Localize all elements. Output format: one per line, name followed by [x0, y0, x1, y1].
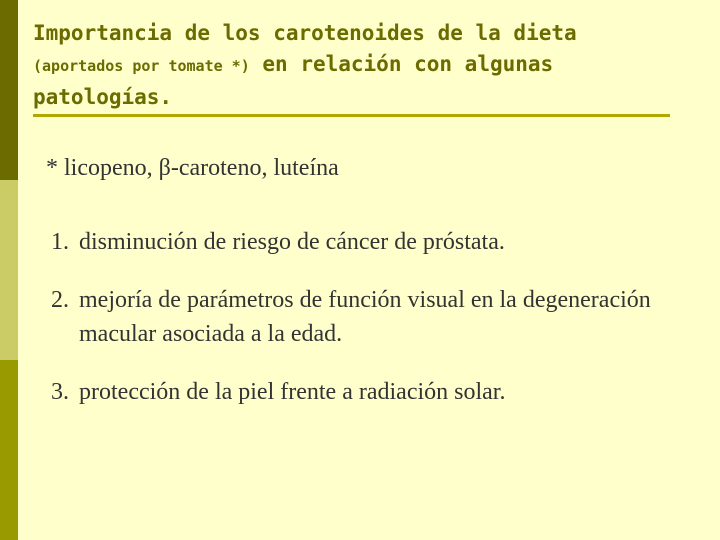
carotenoid-list: * licopeno, β-caroteno, luteína [46, 155, 339, 181]
list-item-number: 2. [51, 287, 69, 313]
list-item [51, 283, 671, 351]
sidebar-block-middle [0, 180, 18, 360]
title-divider [33, 114, 670, 117]
slide-title [33, 18, 673, 113]
title-line-3: patologías. [33, 85, 173, 109]
pathology-list [51, 225, 671, 409]
list-item-number: 3. [51, 379, 69, 405]
list-item-text: mejoría de parámetros de función visual en la degeneración macular asociada a la edad. [79, 287, 651, 347]
list-item-text: protección de la piel frente a radiación solar. [79, 379, 506, 405]
title-parenthetical: (aportados por tomate *) [33, 57, 250, 75]
list-item [51, 375, 671, 409]
list-item-number: 1. [51, 229, 69, 255]
sidebar-block-top [0, 0, 18, 180]
title-line-1: Importancia de los carotenoides de la dieta [33, 21, 577, 45]
list-item-text: disminución de riesgo de cáncer de próstata. [79, 229, 505, 255]
list-item [51, 225, 671, 259]
sidebar-block-bottom [0, 360, 18, 540]
sidebar-decoration [0, 0, 18, 540]
title-line-2: en relación con algunas [249, 52, 554, 76]
